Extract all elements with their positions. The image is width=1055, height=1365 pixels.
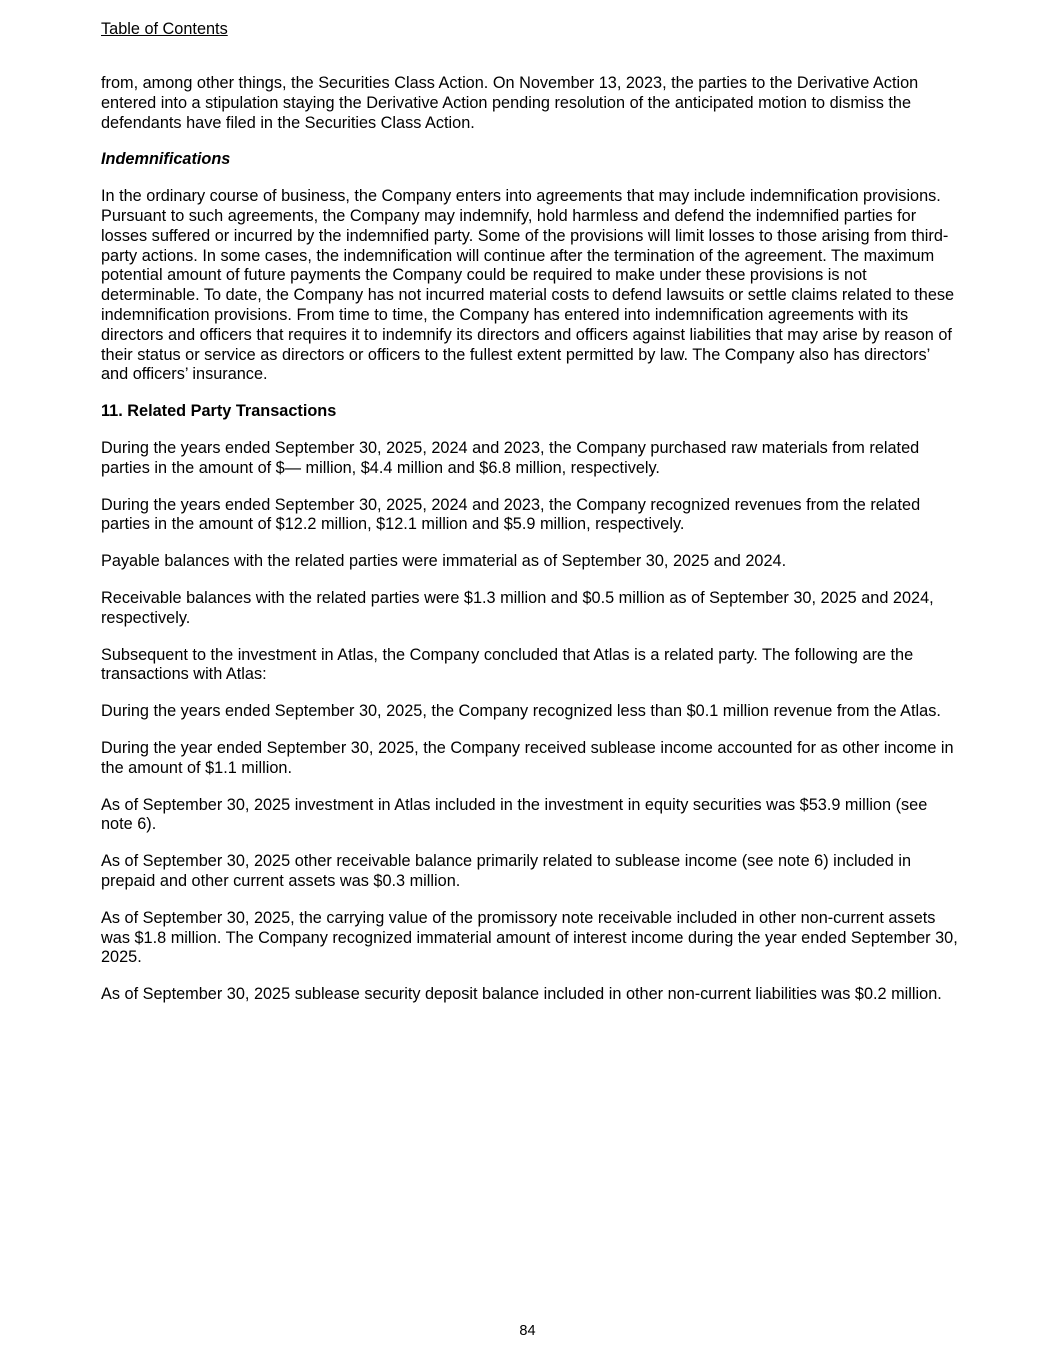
heading-indemnifications: Indemnifications (101, 150, 231, 169)
document-body (101, 74, 961, 1022)
paragraph-atlas-revenue: During the years ended September 30, 2025, the Company recognized less than $0.1 million revenue from the Atlas. (101, 702, 941, 721)
paragraph-sublease-income: During the year ended September 30, 2025, the Company received sublease income accounted for as other income in the amount of $1.1 million. (101, 738, 954, 777)
paragraph-intro: from, among other things, the Securities Class Action. On November 13, 2023, the parties to the Derivative Action entered into a stipulation staying the Derivative Action pending resolution of the anticipated motion to dismiss the defendants have filed in the Securities Class Action. (101, 74, 919, 132)
paragraph-revenues: During the years ended September 30, 2025, 2024 and 2023, the Company recognized revenues from the related parties in the amount of $12.2 million, $12.1 million and $5.9 million, respectively. (101, 495, 921, 534)
paragraph-equity-investment: As of September 30, 2025 investment in Atlas included in the investment in equity securities was $53.9 million (see note 6). (101, 795, 928, 834)
paragraph-promissory-note: As of September 30, 2025, the carrying value of the promissory note receivable included in other non-current assets was $1.8 million. The Company recognized immaterial amount of interest income during the year ended September 30, 2025. (101, 908, 958, 967)
paragraph-security-deposit: As of September 30, 2025 sublease security deposit balance included in other non-current liabilities was $0.2 million. (101, 985, 942, 1004)
paragraph-receivable: Receivable balances with the related parties were $1.3 million and $0.5 million as of September 30, 2025 and 2024, respectively. (101, 588, 934, 627)
heading-related-party-transactions: 11. Related Party Transactions (101, 402, 337, 421)
table-of-contents-link[interactable]: Table of Contents (101, 20, 228, 38)
paragraph-other-receivable: As of September 30, 2025 other receivable balance primarily related to sublease income (see note 6) included in prepaid and other current assets was $0.3 million. (101, 852, 912, 890)
page-number: 84 (519, 1323, 536, 1339)
paragraph-atlas-intro: Subsequent to the investment in Atlas, the Company concluded that Atlas is a related party. The following are the transactions with Atlas: (101, 645, 914, 684)
paragraph-indemnifications: In the ordinary course of business, the Company enters into agreements that may include indemnification provisions. Pursuant to such agreements, the Company may indemnify, hold harmless and defend the indemnified parties for losses suffered or incurred by the indemnified party. Some of the provisions will limit losses to those arising from third-party actions. In some cases, the indemnification will continue after the termination of the agreement. The maximum potential amount of future payments the Company could be required to make under these provisions is not determinable. To date, the Company has not incurred material costs to defend lawsuits or settle claims related to these indemnification provisions. From time to time, the Company has entered into indemnification agreements with its directors and officers that requires it to indemnify its directors and officers against liabilities that may arise by reason of their status or service as directors or officers to the fullest extent permitted by law. The Company also has directors’ and officers’ insurance. (101, 187, 955, 384)
paragraph-payable: Payable balances with the related parties were immaterial as of September 30, 2025 and 2024. (101, 552, 787, 571)
paragraph-raw-materials: During the years ended September 30, 2025, 2024 and 2023, the Company purchased raw materials from related parties in the amount of $— million, $4.4 million and $6.8 million, respectively. (101, 438, 920, 477)
